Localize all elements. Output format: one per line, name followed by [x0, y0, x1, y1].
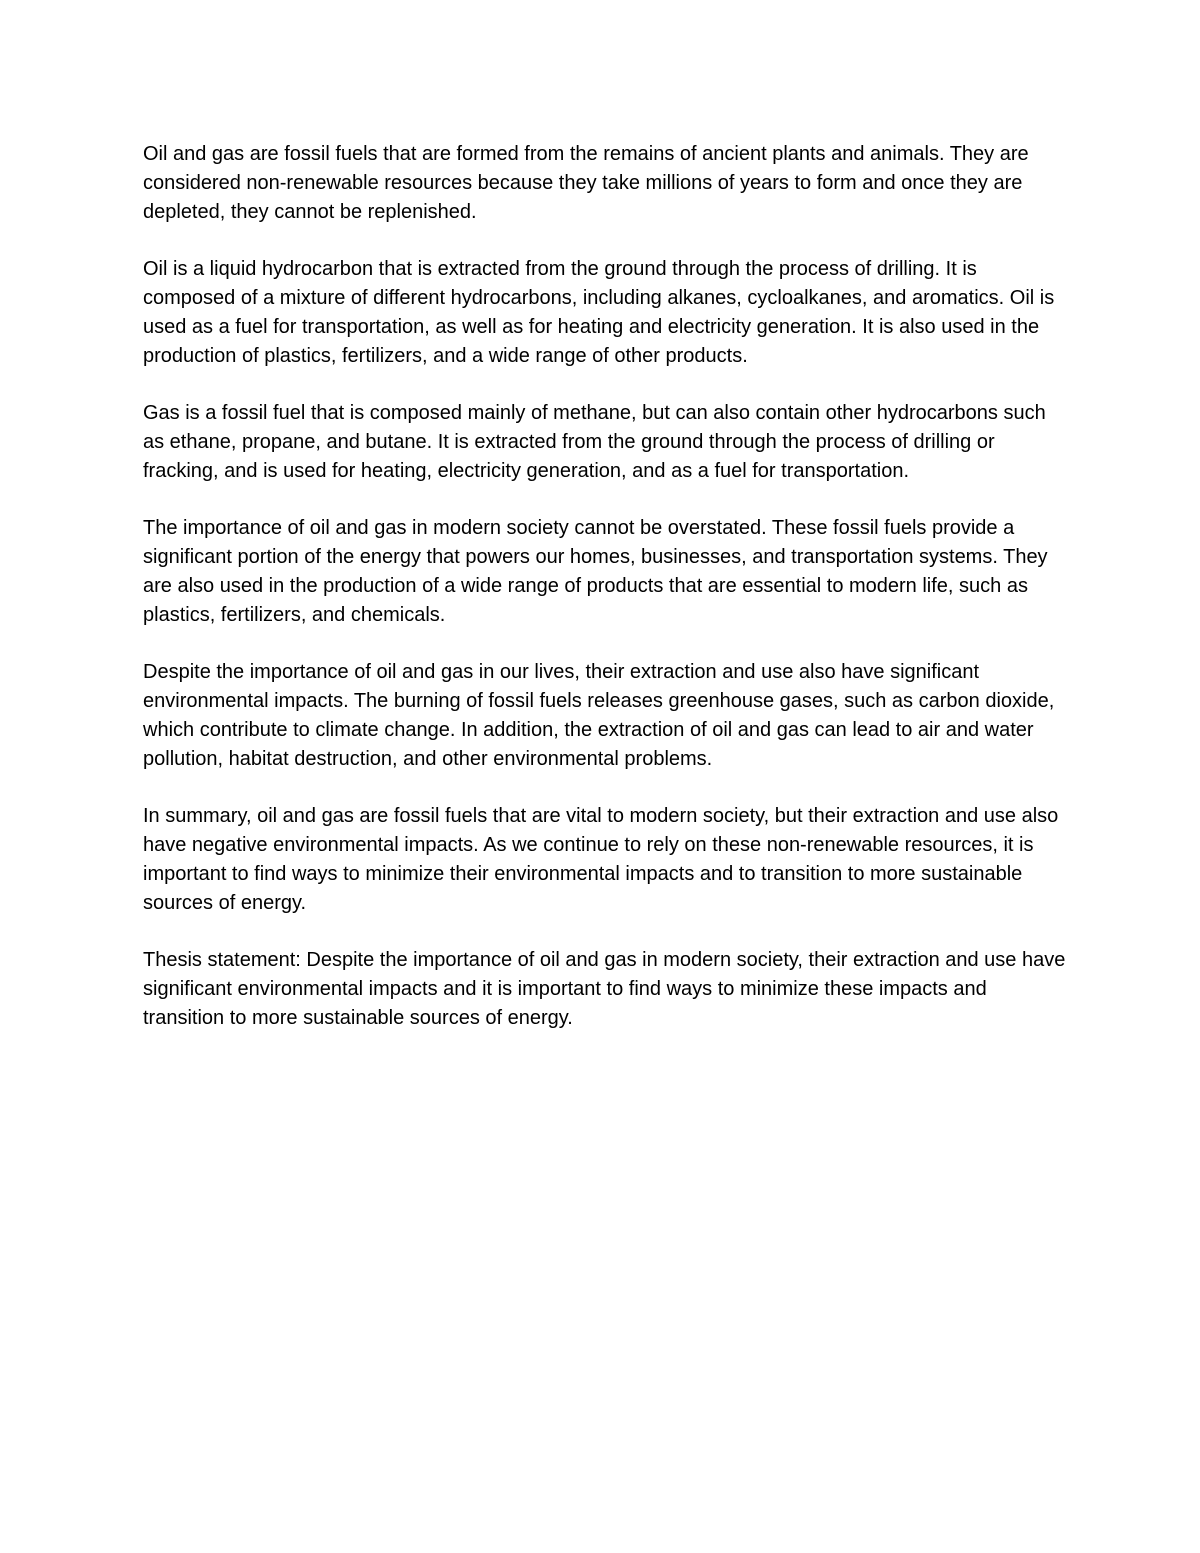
paragraph-intro: Oil and gas are fossil fuels that are formed from the remains of ancient plants and animals. They are considered non-renewable resources because they take millions of years to form and once they are depleted, they cannot be replenished. — [143, 143, 1029, 223]
paragraph-importance: The importance of oil and gas in modern society cannot be overstated. These fossil fuels provide a significant portion of the energy that powers our homes, businesses, and transportation systems. They are also used in the production of a wide range of products that are essential to modern life, such as plastics, fertilizers, and chemicals. — [143, 517, 1048, 626]
paragraph-thesis-statement: Thesis statement: Despite the importance of oil and gas in modern society, their extraction and use have significant environmental impacts and it is important to find ways to minimize these impacts and transition to more sustainable sources of energy. — [143, 949, 1066, 1029]
paragraph-summary: In summary, oil and gas are fossil fuels that are vital to modern society, but their extraction and use also have negative environmental impacts. As we continue to rely on these non-renewable resources, it is important to find ways to minimize their environmental impacts and to transition to more sustainable sources of energy. — [143, 805, 1059, 914]
paragraph-oil: Oil is a liquid hydrocarbon that is extracted from the ground through the process of drilling. It is composed of a mixture of different hydrocarbons, including alkanes, cycloalkanes, and aromatics. Oil is used as a fuel for transportation, as well as for heating and electricity generation. It is also used in the production of plastics, fertilizers, and a wide range of other products. — [143, 258, 1055, 367]
document-body — [143, 140, 1068, 1033]
paragraph-environmental-impacts: Despite the importance of oil and gas in our lives, their extraction and use also have significant environmental impacts. The burning of fossil fuels releases greenhouse gases, such as carbon dioxide, which contribute to climate change. In addition, the extraction of oil and gas can lead to air and water pollution, habitat destruction, and other environmental problems. — [143, 661, 1055, 770]
paragraph-gas: Gas is a fossil fuel that is composed mainly of methane, but can also contain other hydrocarbons such as ethane, propane, and butane. It is extracted from the ground through the process of drilling or fracking, and is used for heating, electricity generation, and as a fuel for transportation. — [143, 402, 1046, 482]
